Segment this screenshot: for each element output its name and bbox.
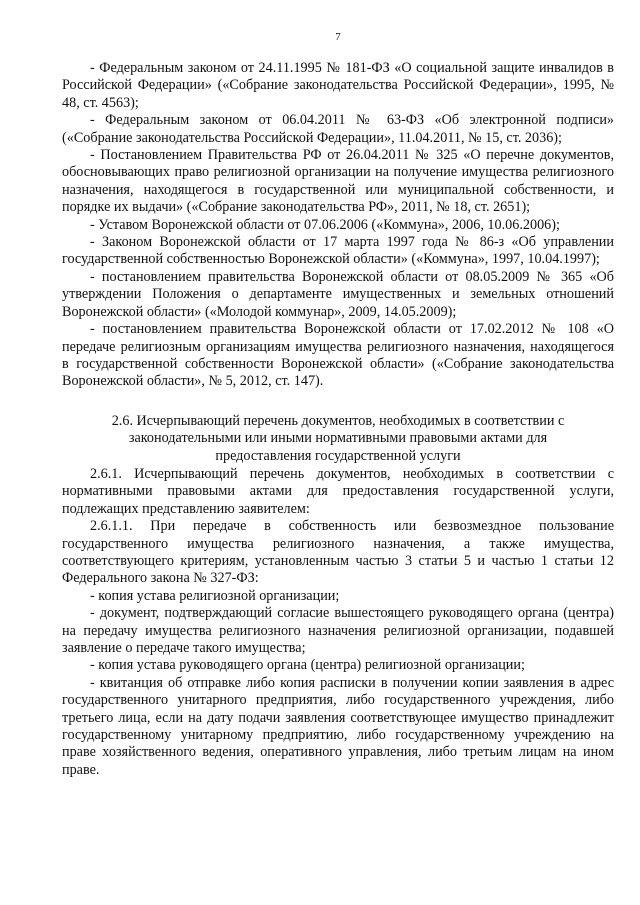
document-list-item: - копия устава религиозной организации; — [90, 587, 340, 604]
legal-basis-item: - Постановлением Правительства РФ от 26.04.2011 № 325 «О перечне документов, обосновывающих право религиозной организации на получение имущества религиозного назначения, находящегося в государственной или муниципальной собственности, и порядке их выдачи» («Собрание законодательства РФ», 2011, № 18, ст. 2651); — [62, 147, 614, 216]
section-body — [62, 466, 614, 779]
legal-basis-item: - Федеральным законом от 06.04.2011 № 63-ФЗ «Об электронной подписи» («Собрание законодательства Российской Федерации», 11.04.2011, № 15, ст. 2036); — [62, 112, 614, 146]
section-heading: 2.6. Исчерпывающий перечень документов, необходимых в соответствии с законодательными или иными нормативными правовыми актами для предоставления государственной услуги — [111, 412, 565, 464]
legal-basis-item: - постановлением правительства Воронежской области от 17.02.2012 № 108 «О передаче религиозным организациям имущества религиозного назначения, находящегося в государственной собственности Воронежской области» («Собрание законодательства Воронежской области», № 5, 2012, ст. 147). — [62, 321, 614, 390]
section-gap — [62, 391, 614, 413]
document-list-item: - документ, подтверждающий согласие вышестоящего руководящего органа (центра) на передачу имущества религиозного назначения религиозной организации, подавшей заявление о передаче такого имущества; — [62, 605, 614, 656]
document-list-item: - копия устава руководящего органа (центра) религиозной организации; — [90, 657, 525, 674]
section-paragraph: 2.6.1.1. При передаче в собственность или безвозмездное пользование государственного имущества религиозного назначения, а также имущества, соответствующего критериям, установленным частью 3 статьи 5 и частью 1 статьи 12 Федерального закона № 327-ФЗ: — [62, 518, 614, 587]
legal-basis-item: - Федеральным законом от 24.11.1995 № 181-ФЗ «О социальной защите инвалидов в Российской Федерации» («Собрание законодательства Российской Федерации», 1995, № 48, ст. 4563); — [62, 60, 614, 111]
page-number: 7 — [335, 31, 341, 43]
legal-basis-item: - Уставом Воронежской области от 07.06.2006 («Коммуна», 2006, 10.06.2006); — [90, 216, 560, 233]
legal-basis-item: - постановлением правительства Воронежской области от 08.05.2009 № 365 «Об утверждении Положения о департаменте имущественных и земельных отношений Воронежской области» («Молодой коммунар», 2009, 14.05.2009); — [62, 268, 614, 320]
legal-basis-item: - Законом Воронежской области от 17 марта 1997 года № 86-з «Об управлении государственной собственностью Воронежской области» («Коммуна», 1997, 10.04.1997); — [62, 234, 614, 268]
legal-basis-list — [62, 60, 614, 391]
section-paragraph: 2.6.1. Исчерпывающий перечень документов, необходимых в соответствии с нормативными правовыми актами для предоставления государственной услуги, подлежащих представлению заявителем: — [62, 465, 614, 517]
document-list-item: - квитанция об отправке либо копия расписки в получении копии заявления в адрес государственного унитарного предприятия, либо государственного учреждения, либо третьего лица, если на дату подачи заявления соответствующее имущество принадлежит государственному унитарному предприятию, либо государственному учреждению на праве хозяйственного ведения, оперативного управления, либо третьим лицам на ином праве. — [62, 674, 614, 778]
document-page — [62, 30, 614, 779]
